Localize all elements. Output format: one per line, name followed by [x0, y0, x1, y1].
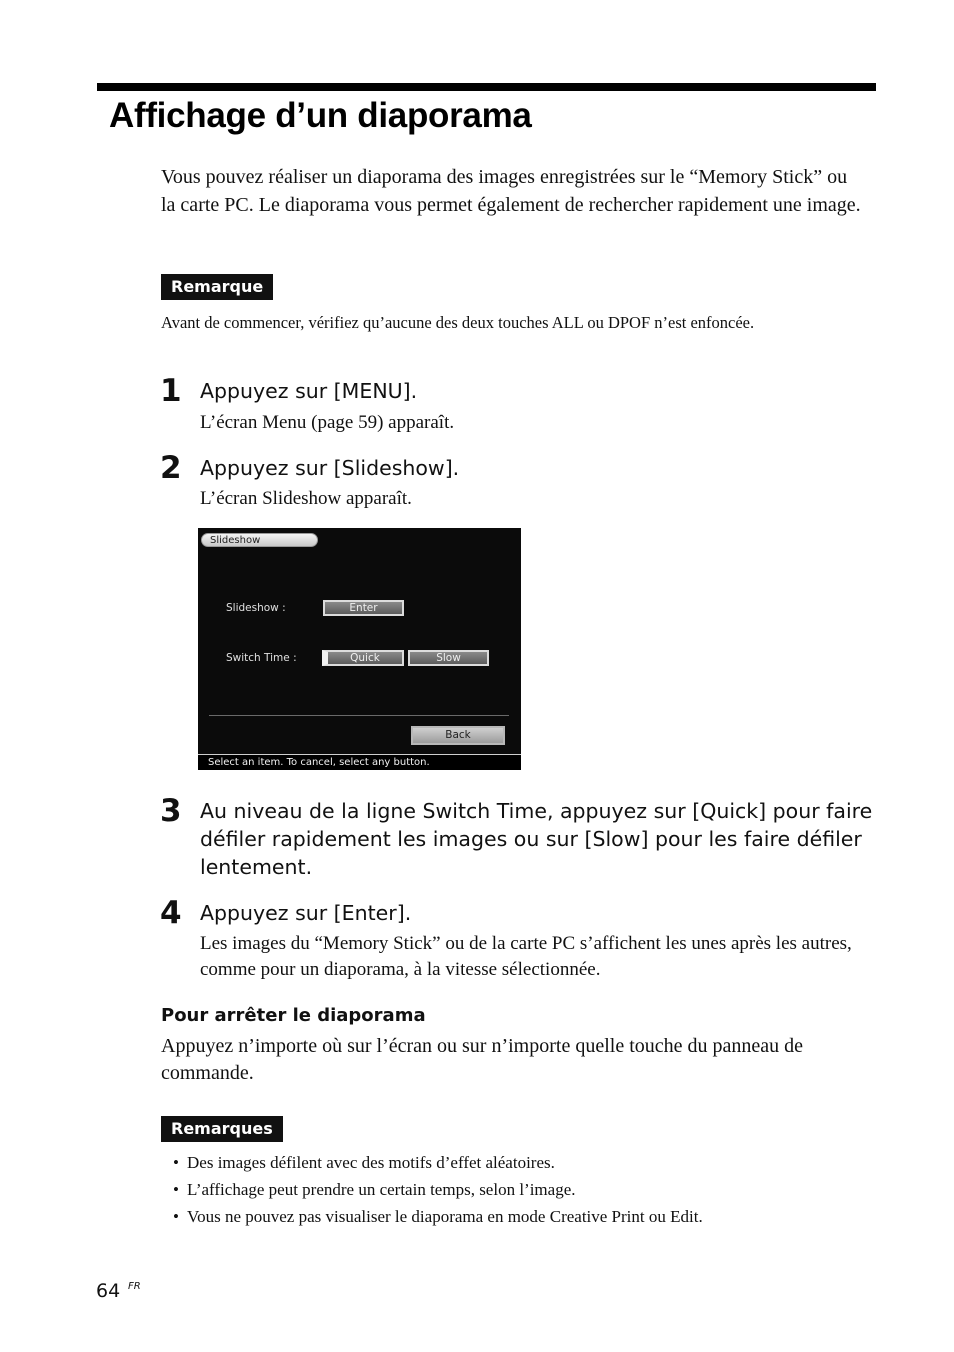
- step-result: L’écran Slideshow apparaît.: [200, 488, 412, 509]
- page-number: 64: [96, 1280, 121, 1302]
- back-button[interactable]: Back: [411, 726, 505, 745]
- list-item: • L’affichage peut prendre un certain temps, selon l’image.: [173, 1176, 703, 1203]
- list-item: • Vous ne pouvez pas visualiser le diaporama en mode Creative Print ou Edit.: [173, 1203, 703, 1230]
- step-instruction: Au niveau de la ligne Switch Time, appuyez sur [Quick] pour faire défiler rapidement les images ou sur [Slow] pour les faire défiler lentement.: [200, 799, 873, 879]
- step-number: 1: [160, 373, 182, 409]
- list-item: • Des images défilent avec des motifs d’effet aléatoires.: [173, 1149, 703, 1176]
- screen-tab-slideshow: Slideshow: [201, 533, 318, 547]
- stop-text: Appuyez n’importe où sur l’écran ou sur n’importe quelle touche du panneau de commande.: [161, 1035, 804, 1084]
- intro-paragraph: Vous pouvez réaliser un diaporama des images enregistrées sur le “Memory Stick” ou la carte PC. Le diaporama vous permet également de rechercher rapidement une image.: [161, 166, 861, 216]
- enter-button[interactable]: Enter: [323, 600, 404, 616]
- remarks-label: Remarques: [161, 1116, 283, 1142]
- step-result: Les images du “Memory Stick” ou de la carte PC s’affichent les unes après les autres, comme pour un diaporama, à la vitesse sélectionnée.: [200, 933, 852, 980]
- screen-divider: [209, 715, 509, 716]
- note-label: Remarque: [161, 274, 273, 300]
- quick-button[interactable]: Quick: [322, 650, 404, 666]
- switch-time-label: Switch Time :: [226, 652, 297, 664]
- step-number: 4: [160, 895, 182, 931]
- remarks-list: [173, 1149, 703, 1230]
- step-result: L’écran Menu (page 59) apparaît.: [200, 412, 455, 433]
- title-rule: [97, 83, 876, 91]
- step-instruction: Appuyez sur [Slideshow].: [200, 456, 460, 480]
- step-number: 3: [160, 793, 182, 829]
- page-title: Affichage d’un diaporama: [109, 96, 532, 135]
- step-number: 2: [160, 450, 182, 486]
- stop-heading: Pour arrêter le diaporama: [161, 1005, 426, 1026]
- screen-status-bar: Select an item. To cancel, select any button.: [198, 754, 521, 770]
- slow-button[interactable]: Slow: [408, 650, 489, 666]
- page-language: FR: [128, 1281, 141, 1292]
- note-text: Avant de commencer, vérifiez qu’aucune des deux touches ALL ou DPOF n’est enfoncée.: [161, 313, 755, 332]
- step-instruction: Appuyez sur [MENU].: [200, 379, 418, 403]
- slideshow-screen: [198, 528, 521, 770]
- step-instruction: Appuyez sur [Enter].: [200, 901, 412, 925]
- slideshow-label: Slideshow :: [226, 602, 286, 614]
